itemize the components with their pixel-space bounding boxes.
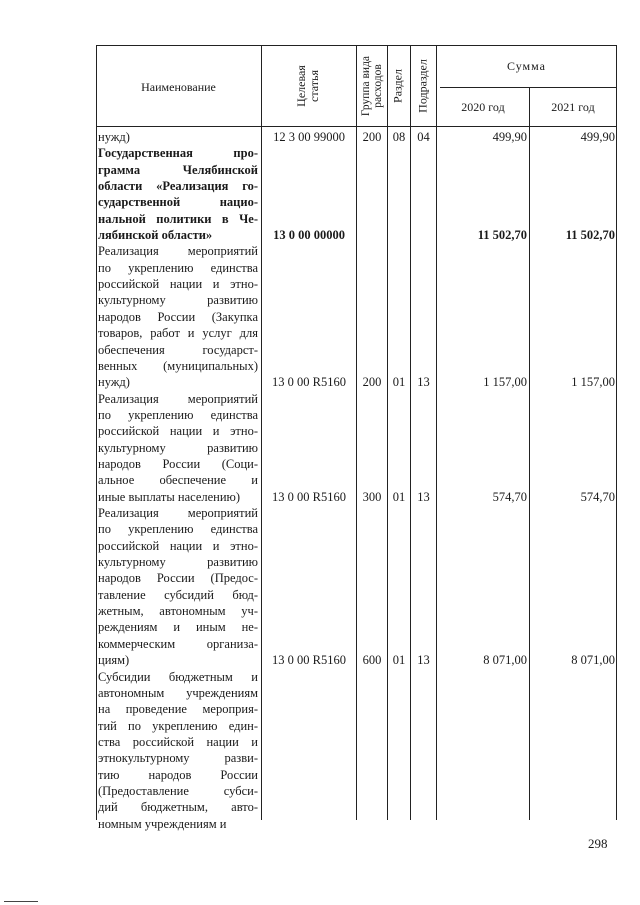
row-amount-2021: 11 502,70	[565, 228, 615, 243]
row-name-line: товаров, работ и услуг для	[98, 326, 258, 341]
row-name-line: номным учреждениям и	[98, 816, 227, 831]
page-number: 298	[588, 836, 608, 851]
row-section: 01	[392, 489, 406, 504]
row-subsection: 13	[417, 653, 430, 668]
row-name-line: по укреплению единства	[98, 522, 258, 537]
col-border-left	[96, 45, 97, 820]
row-name	[98, 145, 258, 243]
row-name-line: автономным учреждениям	[98, 685, 258, 700]
row-name-line: венных (муниципальных)	[98, 358, 258, 373]
row-name-line: сударственной нацио-	[98, 195, 258, 210]
row-name-line: нужд)	[98, 130, 130, 144]
row-name	[98, 129, 258, 145]
row-name-line: коммерческим организа-	[98, 636, 258, 651]
row-expense-group: 200	[362, 130, 382, 144]
row-name-line: Реализация мероприятий	[98, 506, 258, 521]
row-name-line: области «Реализация го-	[98, 179, 258, 194]
row-amount-2020: 11 502,70	[477, 228, 527, 243]
row-name-line: народов России (Закупка	[98, 309, 258, 324]
row-name-line: народов России (Предос-	[98, 571, 258, 586]
row-amount-2021: 499,90	[580, 130, 615, 144]
scan-mark	[4, 901, 38, 902]
row-amount-2020: 8 071,00	[483, 653, 527, 668]
row-amount-2021: 574,70	[580, 489, 615, 504]
row-name-line: нужд)	[98, 375, 130, 390]
col-border-name	[261, 45, 262, 820]
header-target-article: Целевая статья	[294, 65, 321, 107]
row-name-line: по укреплению единства	[98, 260, 258, 275]
row-name-line: народов России (Соци-	[98, 456, 258, 471]
row-name-line: грамма Челябинской	[98, 162, 258, 177]
row-section: 01	[392, 375, 406, 390]
col-border-razdel	[410, 45, 411, 820]
row-expense-group: 200	[362, 375, 382, 390]
row-name-line: дий бюджетным, авто-	[98, 800, 258, 815]
row-section: 08	[392, 130, 406, 144]
row-target-article: 13 0 00 00000	[273, 228, 345, 243]
row-amount-2020: 499,90	[492, 130, 527, 144]
row-name	[98, 391, 258, 505]
header-expense-group: Группа вида расходов	[360, 55, 384, 117]
row-expense-group: 600	[362, 653, 382, 668]
row-name-line: тий по укреплению един-	[98, 718, 258, 733]
col-border-2020	[529, 87, 530, 820]
header-year-2021: 2021 год	[551, 100, 595, 114]
header-section: Раздел	[390, 69, 405, 103]
row-amount-2021: 1 157,00	[571, 375, 615, 390]
sum-subheader-border	[440, 87, 616, 88]
row-name-line: Субсидии бюджетным и	[98, 669, 258, 684]
row-name-line: Реализация мероприятий	[98, 391, 258, 406]
row-name-line: реждениям и иным не-	[98, 620, 258, 635]
row-name	[98, 505, 258, 668]
row-name-line: Реализация мероприятий	[98, 244, 258, 259]
col-border-group	[387, 45, 388, 820]
row-name-line: тию народов России	[98, 767, 258, 782]
row-name-line: на проведение мероприя-	[98, 702, 258, 717]
row-name-line: нальной политики в Че-	[98, 211, 258, 226]
row-subsection: 04	[417, 130, 430, 144]
row-target-article: 13 0 00 R5160	[272, 375, 346, 390]
row-expense-group: 300	[362, 489, 382, 504]
row-name-line: культурному развитию	[98, 555, 258, 570]
row-section: 01	[392, 653, 406, 668]
row-name-line: российской нации и этно-	[98, 538, 258, 553]
row-name-line: циям)	[98, 653, 130, 668]
row-name-line: обеспечения государст-	[98, 342, 258, 357]
row-target-article: 13 0 00 R5160	[272, 653, 346, 668]
header-year-2020: 2020 год	[461, 100, 505, 114]
row-name	[98, 243, 258, 390]
row-amount-2020: 1 157,00	[483, 375, 527, 390]
row-name-line: культурному развитию	[98, 440, 258, 455]
row-target-article: 12 3 00 99000	[273, 130, 345, 144]
col-border-code	[356, 45, 357, 820]
row-name-line: альное обеспечение и	[98, 473, 258, 488]
row-amount-2020: 574,70	[492, 489, 527, 504]
row-name-line: жетным, автономным уч-	[98, 604, 258, 619]
header-sum: Сумма	[507, 59, 546, 73]
row-name-line: тавление субсидий бюд-	[98, 587, 258, 602]
row-name-line: (Предоставление субси-	[98, 783, 258, 798]
row-amount-2021: 8 071,00	[571, 653, 615, 668]
col-border-podrazdel	[436, 45, 437, 820]
row-name	[98, 669, 258, 832]
header-subsection: Подраздел	[415, 59, 430, 113]
col-border-right	[616, 45, 617, 820]
row-name-line: ства российской нации и	[98, 734, 258, 749]
row-name-line: Государственная про-	[98, 146, 258, 161]
row-name-line: лябинской области»	[98, 228, 213, 243]
row-target-article: 13 0 00 R5160	[272, 489, 346, 504]
row-name-line: российской нации и этно-	[98, 277, 258, 292]
row-subsection: 13	[417, 375, 430, 390]
row-subsection: 13	[417, 489, 430, 504]
row-name-line: российской нации и этно-	[98, 424, 258, 439]
row-name-line: культурному развитию	[98, 293, 258, 308]
header-name: Наименование	[141, 80, 216, 94]
row-name-line: по укреплению единства	[98, 407, 258, 422]
row-name-line: этнокультурному разви-	[98, 751, 258, 766]
row-name-line: иные выплаты населению)	[98, 489, 241, 504]
